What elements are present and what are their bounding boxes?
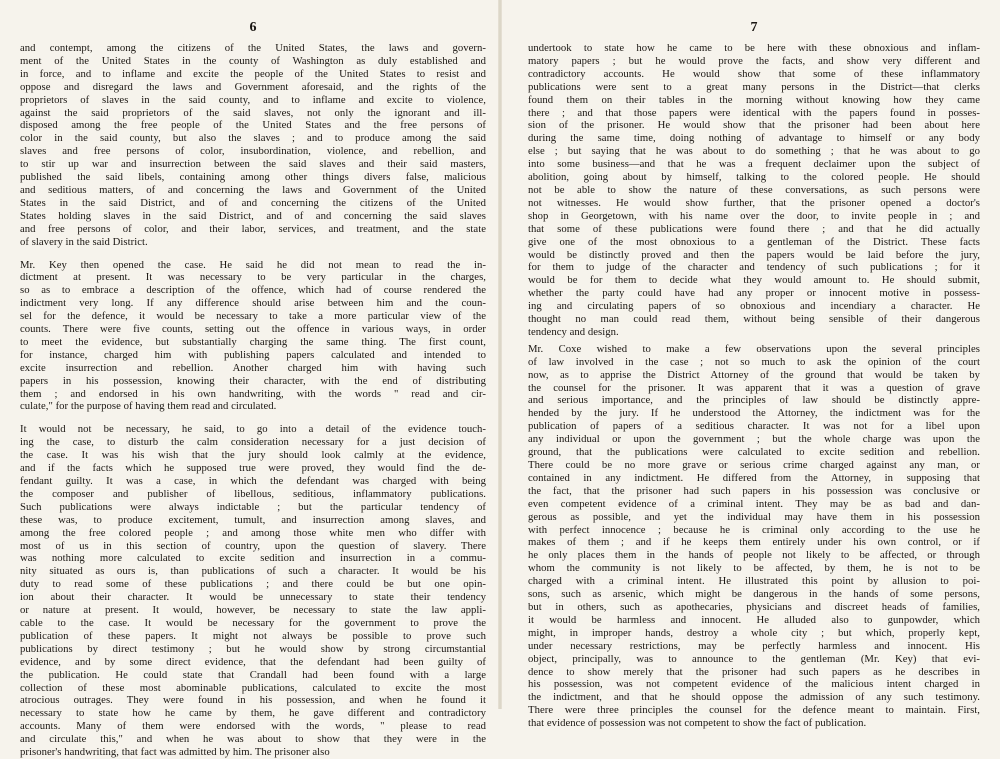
text-line: the counsel for the prisoner. It was apparent that it was a question of grave — [528, 381, 980, 394]
text-line: and serious importance, and the principles of law should be distinctly appre- — [528, 394, 980, 407]
text-line: Mr. Coxe wished to make a few observations upon the several principles — [528, 342, 980, 355]
text-line: them ; and endorsed in his own handwriting, with the words " read and cir- — [20, 387, 486, 400]
paragraph — [20, 42, 486, 249]
text-line: object, principally, was to announce to the gentleman (Mr. Key) that evi- — [528, 652, 980, 665]
text-line: counts. There were five counts, setting out the offence in various ways, in order — [20, 323, 486, 336]
text-line: now, as to apprise the District Attorney of the ground that would be taken by — [528, 368, 980, 381]
text-line: publication of these papers. It might not always be possible to prove such — [20, 629, 486, 642]
page-body — [528, 42, 980, 730]
text-line: not witnesses. He would show further, that the prisoner opened a doctor's — [528, 196, 980, 209]
text-line: found them on their tables in the morning without knowing how they came — [528, 93, 980, 106]
text-line: during the same time, doing nothing of advantage to himself or any body — [528, 132, 980, 145]
page-number: 7 — [750, 20, 758, 35]
text-line: not be able to show the nature of these conversations, as such persons were — [528, 183, 980, 196]
text-line: to stir up war and insurrection between the said slaves and their said masters, — [20, 158, 486, 171]
text-line: the publication. He could state that Crandall had been found with a large — [20, 668, 486, 681]
text-line: but in others, such as apothecaries, physicians and discreet heads of families, — [528, 600, 980, 613]
text-line: these was, to produce excitement, tumult, and insurrection among slaves, and — [20, 513, 486, 526]
text-line: of slavery in the said District. — [20, 235, 148, 248]
text-line: into some business—and that he was a frequent declaimer upon the subject of — [528, 158, 980, 171]
text-line: matory papers ; but he would prove the facts, and show very different and — [528, 54, 980, 67]
text-line: or nature at present. It would, however, be necessary to state the law appli- — [20, 604, 486, 617]
text-line: under necessary restrictions, may be perfectly harmless and innocent. His — [528, 639, 980, 652]
text-line: it would be harmless and innocent. He alluded also to gunpowder, which — [528, 613, 980, 626]
text-line: against the said proprietors of the said slaves, not only the ignorant and ill- — [20, 106, 486, 119]
paragraph — [20, 259, 486, 414]
text-line: There were three principles the counsel for the defence meant to maintain. First, — [528, 704, 980, 717]
text-line: any individual or upon the government ; but the whole charge was upon the — [528, 433, 980, 446]
text-line: nity situated as ours is, than publications of such a character. It would be his — [20, 565, 486, 578]
text-line: sons, such as arsenic, which might be dangerous in the hands of some persons, — [528, 588, 980, 601]
text-line: indictment very long. If any difference should arise between him and the coun- — [20, 297, 486, 310]
text-line: most of us in this section of country, upon the question of slavery. There — [20, 539, 486, 552]
page-body — [20, 42, 486, 759]
text-line: among the free colored people ; and among those white men who differ with — [20, 526, 486, 539]
text-line: even competent evidence of a criminal intent. They may be as bad and dan- — [528, 497, 980, 510]
text-line: Mr. Key then opened the case. He said he did not mean to read the in- — [20, 258, 486, 271]
right-page — [500, 0, 1000, 730]
text-line: duty to read some of these publications ; and there could be but one opin- — [20, 578, 486, 591]
page-number: 6 — [249, 20, 257, 35]
text-line: for instance, charged him with publishing papers calculated and intended to — [20, 348, 486, 361]
text-line: the case. It was his wish that the jury should look calmly at the evidence, — [20, 449, 486, 462]
text-line: gerous as possible, and yet the individual may have them in his possession — [528, 510, 980, 523]
text-line: that evidence of possession was not competent to show the fact of publication. — [528, 717, 867, 730]
text-line: undertook to state how he came to be here with these obnoxious and inflam- — [528, 42, 980, 54]
text-line: in force, and to inflame and excite the people of the United States to resist and — [20, 67, 486, 80]
text-line: there ; and that those papers were identical with the papers found in posses- — [528, 106, 980, 119]
paragraph-gap — [20, 249, 486, 259]
text-line: and free persons of color, and their labor, services, and treatment, and the state — [20, 222, 486, 235]
text-line: papers in his possession, knowing their character, with the end of distributing — [20, 374, 486, 387]
text-line: and contempt, among the citizens of the United States, the laws and govern- — [20, 42, 486, 54]
text-line: States in the said District, and of and concerning the citizens of the United — [20, 196, 486, 209]
paragraph — [20, 423, 486, 759]
paragraph-gap — [20, 413, 486, 423]
text-line: collection of these most abominable publications, calculated to excite the most — [20, 681, 486, 694]
text-line: whether the party could have had any proper or innocent motive in possess- — [528, 287, 980, 300]
text-line: oppose and disregard the laws and Government aforesaid, and the rights of the — [20, 80, 486, 93]
text-line: would be distinctly proved and then the papers would be laid before the jury, — [528, 248, 980, 261]
text-line: give one of the most obnoxious to a gentleman of the District. These facts — [528, 235, 980, 248]
text-line: publications were sent to a great many persons in the District—that clerks — [528, 80, 980, 93]
text-line: slaves and free persons of color, insubordination, violence, and rebellion, and — [20, 145, 486, 158]
text-line: would be for them to decide what they would amount to. He should submit, — [528, 274, 980, 287]
text-line: accounts. Many of them were endorsed with the words, " please to read — [20, 720, 486, 733]
text-line: ion about their character. It would be unnecessary to state their tendency — [20, 591, 486, 604]
text-line: else ; but saying that he was about to do something ; that he was about to go — [528, 145, 980, 158]
text-line: prisoner's handwriting, that fact was admitted by him. The prisoner also — [20, 746, 330, 759]
text-line: the indictment, and that he should oppose the admission of any such testimony. — [528, 691, 980, 704]
paragraph — [528, 42, 980, 339]
text-line: proprietors of slaves in the said county, and to inflame and excite to violence, — [20, 93, 486, 106]
text-line: sion of the prisoner. He would show that the prisoner had been about here — [528, 119, 980, 132]
text-line: color in the said county, but also the slaves ; and to produce among the said — [20, 132, 486, 145]
text-line: It would not be necessary, he said, to go into a detail of the evidence touch- — [20, 423, 486, 436]
text-line: contained in any indictment. He differed from the Attorney, in supposing that — [528, 471, 980, 484]
text-line: excite insurrection and rebellion. Another charged him with having such — [20, 361, 486, 374]
text-line: with perfect innocence ; because he is criminal only according to the use he — [528, 523, 980, 536]
text-line: publications by direct testimony ; but he would show by strong circumstantial — [20, 642, 486, 655]
text-line: whom the community is not likely to be affected, by them, he is not to be — [528, 562, 980, 575]
text-line: dence to show merely that the prisoner had such papers as he describes in — [528, 665, 980, 678]
text-line: ment of the United States in the county of Washington as duly established and — [20, 54, 486, 67]
text-line: evidence, and by some direct evidence, that the defendant had been guilty of — [20, 655, 486, 668]
text-line: the composer and publisher of libellous, seditious, inflammatory publications. — [20, 487, 486, 500]
text-line: and circulate this," and when he was about to show that they were in the — [20, 733, 486, 746]
text-line: so as to embrace a description of the offence, which had of course rendered the — [20, 284, 486, 297]
text-line: There could be no more grave or serious crime charged against any man, or — [528, 459, 980, 471]
text-line: ing and circulating papers of so obnoxious and incendiary a character. He — [528, 300, 980, 313]
text-line: to meet the evidence, but substantially charging the same thing. The first count, — [20, 335, 486, 348]
text-line: Such publications were always indictable ; but the particular tendency of — [20, 500, 486, 513]
text-line: and seditious matters, of and concerning the laws and Government of the United — [20, 183, 486, 196]
text-line: hended by the jury. If he understood the Attorney, the indictment was for the — [528, 407, 980, 420]
text-line: culate," for the purpose of having them read and circulated. — [20, 400, 277, 413]
text-line: the fact, that the prisoner had such papers in his possession was conclusive or — [528, 484, 980, 497]
text-line: published the said libels, containing among other things divers false, malicious — [20, 171, 486, 184]
text-line: dictment at present. It was necessary to be very particular in the charges, — [20, 271, 486, 284]
text-line: tendency and design. — [528, 325, 619, 338]
text-line: makes of them ; and if he keeps them entirely under his own control, or if — [528, 536, 980, 549]
text-line: and if the facts which he supposed true were proved, they would find the de- — [20, 462, 486, 475]
text-line: thought no man could read them, without being sensible of their dangerous — [528, 313, 980, 326]
text-line: contradictory accounts. He would show that some of these inflammatory — [528, 67, 980, 80]
text-line: ground, that the publications were calculated to excite sedition and rebellion. — [528, 446, 980, 459]
text-line: he only places them in the hands of people not likely to be affected, or through — [528, 549, 980, 562]
text-line: necessary to state how he came by them, he gave different and contradictory — [20, 707, 486, 720]
text-line: for them to judge of the character and tendency of such publications ; for it — [528, 261, 980, 274]
text-line: of law involved in the case ; not so much to ask the opinion of the court — [528, 355, 980, 368]
text-line: abolition, going about by himself, talking to the colored people. He should — [528, 171, 980, 184]
text-line: publication of papers of a seditious character. It was not for a libel upon — [528, 420, 980, 433]
paragraph — [528, 343, 980, 730]
text-line: ing the case, to disturb the calm consideration necessary for a just decision of — [20, 436, 486, 449]
text-line: States holding slaves in the said District, and of and concerning the said slaves — [20, 209, 486, 222]
text-line: that some of these publications were found there ; and that he did actually — [528, 222, 980, 235]
text-line: sel for the defence, it would be necessary to take a more particular view of the — [20, 310, 486, 323]
text-line: shop in Georgetown, with his name over the door, to invite people in ; and — [528, 209, 980, 222]
text-line: might, in improper hands, destroy a whole city ; but which, properly kept, — [528, 626, 980, 639]
text-line: disposed among the free people of the United States and the free persons of — [20, 119, 486, 132]
text-line: charged with a criminal intent. He illustrated this point by allusion to poi- — [528, 575, 980, 588]
text-line: his possession, was not competent evidence of the malicious intent charged in — [528, 678, 980, 691]
text-line: fendant guilty. It was a case, in which the defendant was charged with being — [20, 475, 486, 487]
text-line: was nothing more calculated to excite sedition and insurrection in a commu- — [20, 552, 486, 565]
text-line: cable to the case. It would be necessary for the government to prove the — [20, 616, 486, 629]
text-line: atrocious outrages. They were found in his possession, and when he found it — [20, 694, 486, 707]
